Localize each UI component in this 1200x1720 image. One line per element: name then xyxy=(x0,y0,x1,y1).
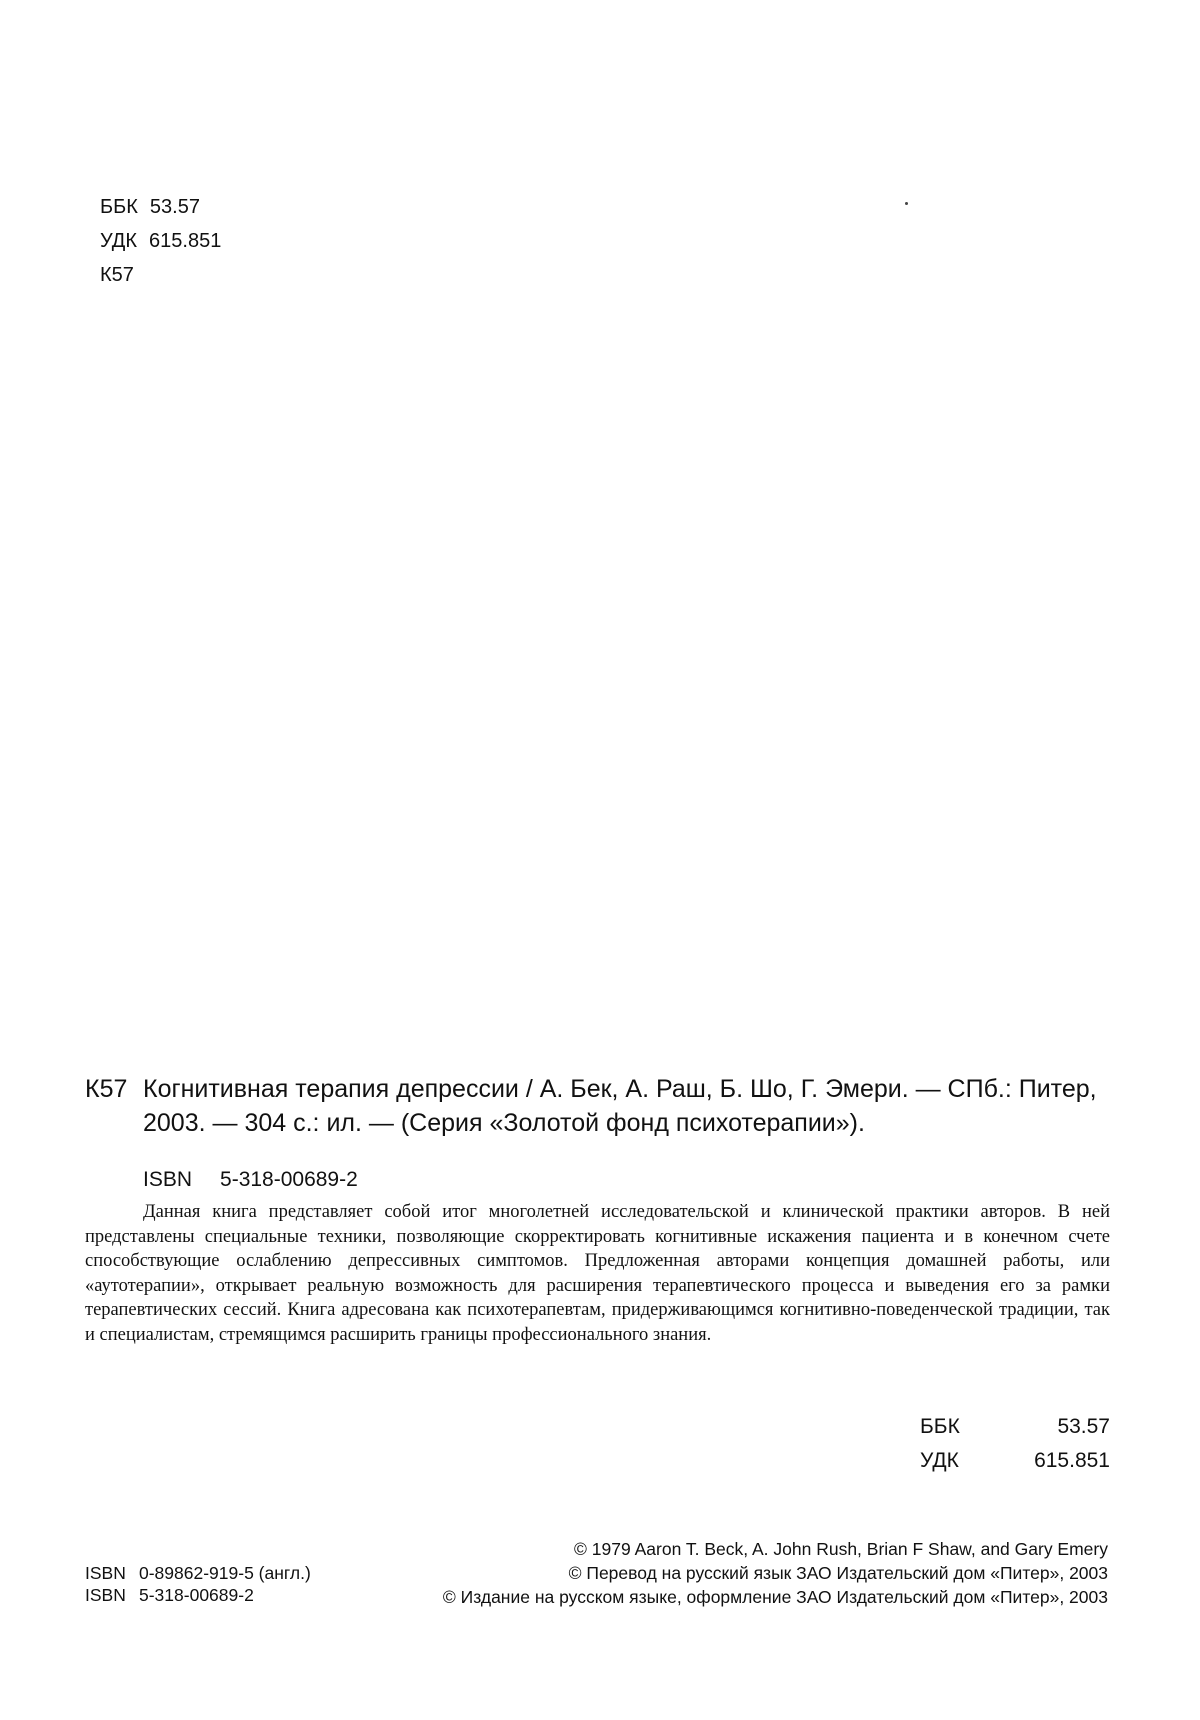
bbk-row-bottom xyxy=(920,1410,1110,1444)
copyright-line: © 1979 Aaron T. Beck, A. John Rush, Brian F Shaw, and Gary Emery xyxy=(574,1539,1108,1559)
isbn-list-item xyxy=(85,1584,311,1606)
bbk-value-bottom: 53.57 xyxy=(1057,1415,1110,1438)
author-code-row xyxy=(100,258,221,292)
bbk-label: ББК xyxy=(100,196,138,218)
udk-row-bottom xyxy=(920,1444,1110,1478)
catalog-entry-code: К57 xyxy=(85,1075,128,1103)
catalog-entry xyxy=(85,1072,1110,1140)
copyright-block xyxy=(443,1537,1108,1609)
isbn-line xyxy=(143,1168,358,1192)
bbk-row xyxy=(100,190,221,224)
isbn-label: ISBN xyxy=(143,1168,193,1191)
bbk-value: 53.57 xyxy=(149,196,200,218)
copyright-line: © Перевод на русский язык ЗАО Издательский дом «Питер», 2003 xyxy=(568,1563,1108,1583)
isbn-value: 5-318-00689-2 xyxy=(220,1168,358,1191)
author-code: К57 xyxy=(100,264,134,286)
top-classification xyxy=(100,190,221,292)
catalog-entry-text: Когнитивная терапия депрессии / А. Бек, А. Раш, Б. Шо, Г. Эмери. — СПб.: Питер, 2003. — 304 с.: ил. — (Серия «Золотой фонд психотерапии»). xyxy=(143,1075,1097,1137)
udk-value-bottom: 615.851 xyxy=(1034,1449,1110,1472)
udk-label: УДК xyxy=(100,230,138,252)
udk-value: 615.851 xyxy=(149,230,222,252)
udk-label-bottom: УДК xyxy=(920,1449,959,1472)
abstract-paragraph: Данная книга представляет собой итог многолетней исследовательской и клинической практики авторов. В ней представлены специальные техники, позволяющие скорректировать когнитивные искажения пациента и в конечном счете способствующие ослаблению депрессивных симптомов. Предложенная авторами концепция домашней работы, или «аутотерапии», открывает реальную возможность для расширения терапевтического процесса и выведения его за рамки терапевтических сессий. Книга адресована как психотерапевтам, придерживающимся когнитивно-поведенческой традиции, так и специалистам, стремящимся расширить границы профессионального знания. xyxy=(85,1202,1110,1345)
isbn-list-value: 0-89862-919-5 (англ.) xyxy=(139,1563,311,1583)
bottom-classification xyxy=(920,1410,1110,1478)
bbk-label-bottom: ББК xyxy=(920,1415,960,1438)
print-speck xyxy=(905,202,908,205)
isbn-list-label: ISBN xyxy=(85,1563,126,1583)
isbn-list-label: ISBN xyxy=(85,1585,126,1605)
isbn-list-value: 5-318-00689-2 xyxy=(139,1585,254,1605)
copyright-line: © Издание на русском языке, оформление ЗАО Издательский дом «Питер», 2003 xyxy=(442,1587,1108,1607)
isbn-list-item xyxy=(85,1562,311,1584)
isbn-list xyxy=(85,1562,311,1606)
udk-row xyxy=(100,224,221,258)
